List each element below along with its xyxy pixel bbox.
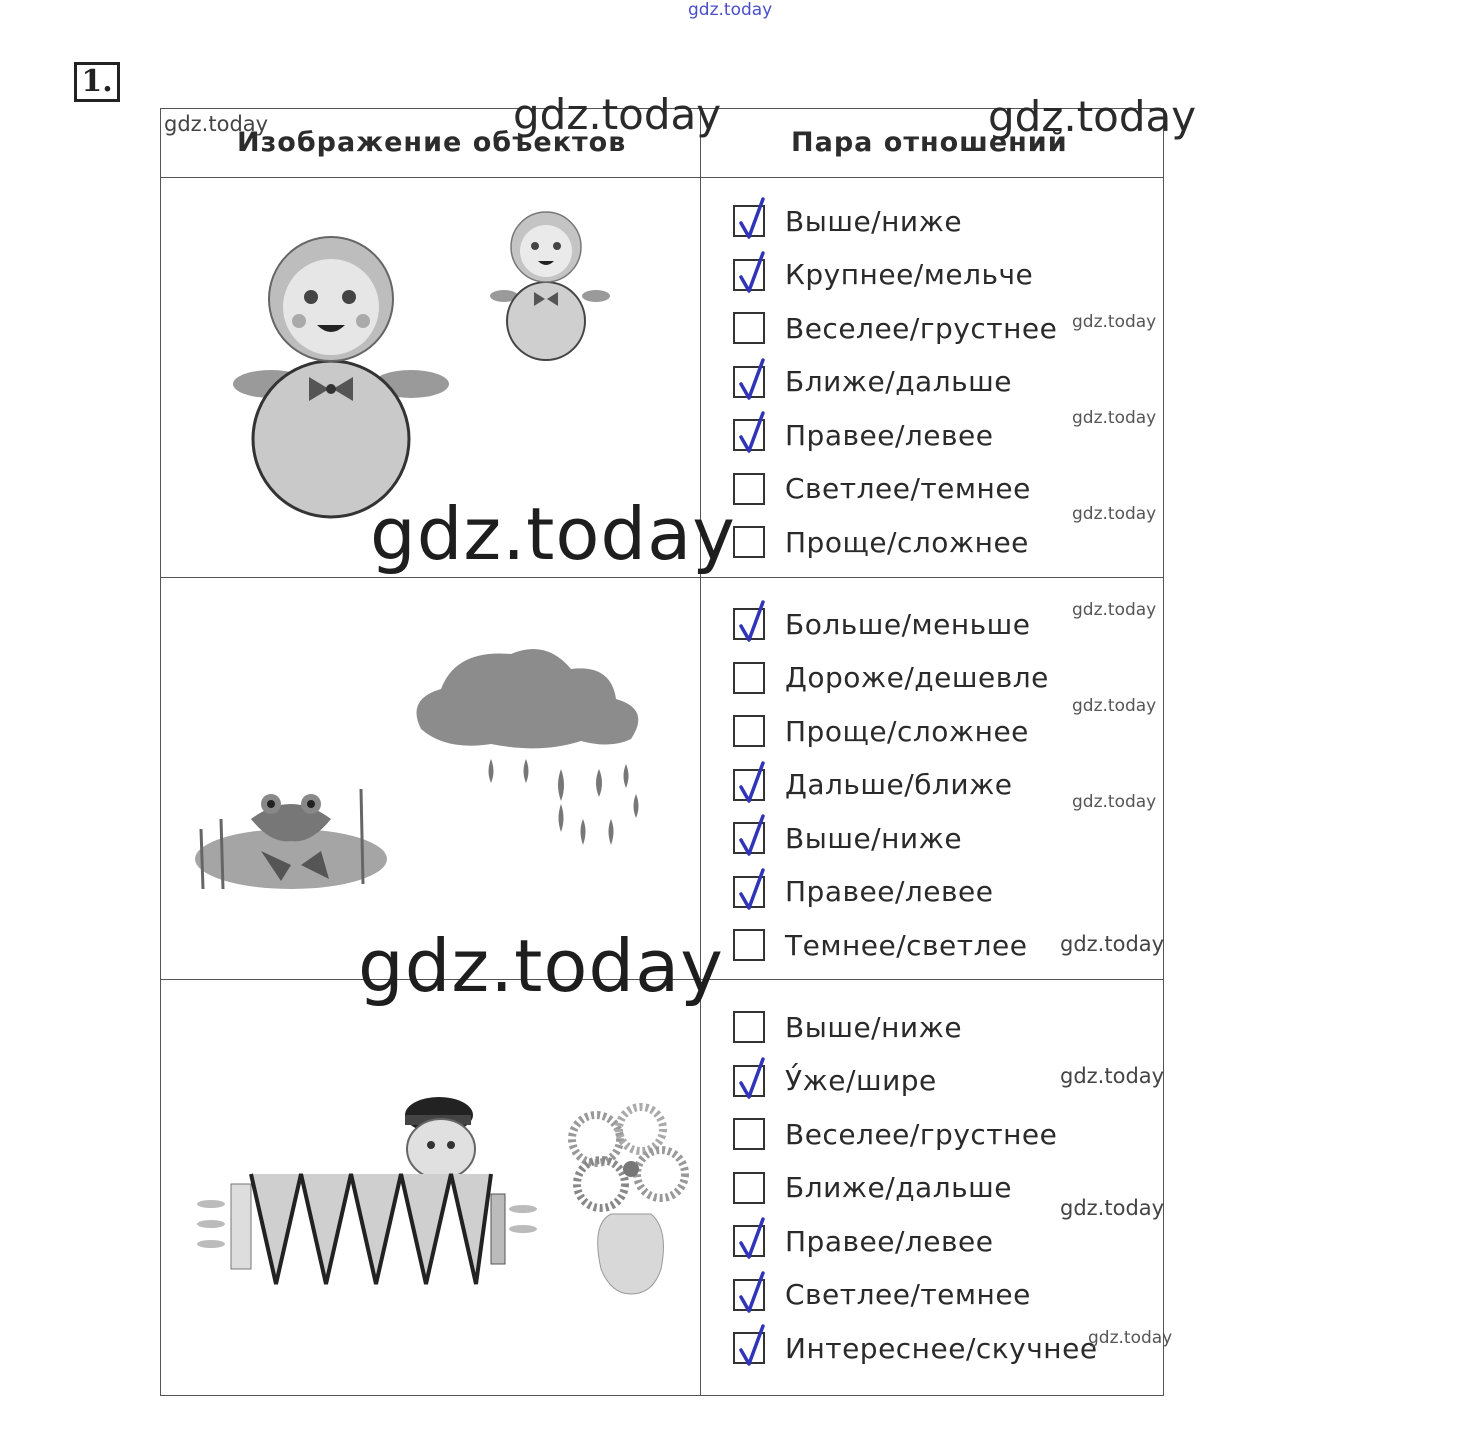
row-divider	[161, 577, 1163, 578]
relation-item[interactable]	[733, 1061, 937, 1101]
relation-item[interactable]	[733, 255, 1033, 295]
relation-label: Проще/сложнее	[785, 714, 1029, 748]
unchecked-checkbox[interactable]	[733, 929, 765, 961]
relation-item[interactable]	[733, 362, 1012, 402]
checked-checkbox[interactable]	[733, 205, 765, 237]
relation-item[interactable]	[733, 308, 1057, 348]
relation-label: Ближе/дальше	[785, 1171, 1012, 1204]
rain-cloud	[417, 649, 639, 845]
relation-item[interactable]	[733, 818, 962, 858]
watermark: gdz.today	[1072, 504, 1157, 524]
relation-item[interactable]	[733, 765, 1013, 805]
checked-checkbox[interactable]	[733, 1279, 765, 1311]
relation-label: Выше/ниже	[785, 1010, 963, 1044]
relation-label: Дороже/дешевле	[785, 661, 1049, 694]
accordion-player	[197, 1097, 537, 1284]
relation-label: Правее/левее	[785, 418, 994, 452]
relation-item[interactable]	[733, 1168, 1012, 1208]
task-number: 1.	[74, 62, 120, 102]
accordion-and-vase-picture	[191, 1079, 691, 1379]
relation-item[interactable]	[733, 1007, 962, 1047]
check-mark-icon	[733, 866, 773, 914]
small-roly-poly	[490, 212, 610, 360]
flower-vase	[572, 1107, 685, 1294]
watermark: gdz.today	[1072, 408, 1157, 428]
relation-label: Крупнее/мельче	[785, 258, 1034, 291]
check-mark-icon	[733, 195, 773, 243]
watermark: gdz.today	[1072, 696, 1157, 716]
unchecked-checkbox[interactable]	[733, 312, 765, 344]
watermark: gdz.today	[1060, 1196, 1165, 1220]
checked-checkbox[interactable]	[733, 259, 765, 291]
check-mark-icon	[733, 1055, 773, 1103]
relation-item[interactable]	[733, 415, 993, 455]
unchecked-checkbox[interactable]	[733, 1011, 765, 1043]
site-watermark: gdz.today	[688, 0, 773, 20]
relation-label: Дальше/ближе	[785, 768, 1013, 801]
relation-label: Интереснее/скучнее	[785, 1331, 1098, 1365]
relation-label: Больше/меньше	[785, 607, 1031, 641]
relation-label: Правее/левее	[785, 1224, 994, 1258]
relation-item[interactable]	[733, 1221, 993, 1261]
checked-checkbox[interactable]	[733, 769, 765, 801]
relations-table	[160, 108, 1164, 1396]
frog-on-lily-pad	[195, 789, 387, 889]
watermark: gdz.today	[1072, 600, 1157, 620]
watermark: gdz.today	[164, 112, 269, 136]
unchecked-checkbox[interactable]	[733, 1172, 765, 1204]
watermark: gdz.today	[358, 924, 724, 1008]
header-relations: Пара отношений	[791, 127, 1068, 158]
relation-label: Темнее/светлее	[785, 928, 1028, 962]
big-roly-poly	[233, 237, 449, 517]
checked-checkbox[interactable]	[733, 366, 765, 398]
relation-label: Светлее/темнее	[785, 472, 1031, 505]
check-mark-icon	[733, 1215, 773, 1263]
check-mark-icon	[733, 598, 773, 646]
check-mark-icon	[733, 812, 773, 860]
relation-label: Правее/левее	[785, 875, 994, 908]
relation-label: Светлее/темнее	[785, 1278, 1031, 1311]
unchecked-checkbox[interactable]	[733, 473, 765, 505]
relation-label: Веселее/грустнее	[785, 1117, 1058, 1151]
relation-item[interactable]	[733, 872, 993, 912]
watermark: gdz.today	[988, 92, 1197, 141]
checked-checkbox[interactable]	[733, 608, 765, 640]
relation-item[interactable]	[733, 711, 1029, 751]
unchecked-checkbox[interactable]	[733, 662, 765, 694]
checked-checkbox[interactable]	[733, 876, 765, 908]
checked-checkbox[interactable]	[733, 419, 765, 451]
header-objects: Изображение объектов	[237, 127, 627, 158]
relation-label: Проще/сложнее	[785, 525, 1029, 559]
checked-checkbox[interactable]	[733, 822, 765, 854]
watermark: gdz.today	[1088, 1328, 1173, 1348]
column-divider	[700, 109, 701, 1395]
check-mark-icon	[733, 1322, 773, 1370]
check-mark-icon	[733, 759, 773, 807]
checked-checkbox[interactable]	[733, 1225, 765, 1257]
roly-poly-toys-picture	[221, 199, 621, 529]
checked-checkbox[interactable]	[733, 1332, 765, 1364]
relation-label: Веселее/грустнее	[785, 311, 1058, 345]
relation-label: Выше/ниже	[785, 204, 963, 238]
watermark: gdz.today	[1072, 792, 1157, 812]
relation-label: Ближе/дальше	[785, 365, 1012, 398]
watermark: gdz.today	[1060, 1064, 1165, 1088]
checked-checkbox[interactable]	[733, 1065, 765, 1097]
relation-item[interactable]	[733, 469, 1031, 509]
watermark: gdz.today	[370, 492, 736, 576]
relation-item[interactable]	[733, 1114, 1057, 1154]
relation-label: Выше/ниже	[785, 821, 963, 855]
relation-item[interactable]	[733, 201, 962, 241]
watermark: gdz.today	[513, 90, 722, 139]
frog-and-cloud-picture	[191, 629, 671, 919]
relation-item[interactable]	[733, 1275, 1031, 1315]
relation-item[interactable]	[733, 1328, 1098, 1368]
check-mark-icon	[733, 409, 773, 457]
check-mark-icon	[733, 1269, 773, 1317]
watermark: gdz.today	[1060, 932, 1165, 956]
unchecked-checkbox[interactable]	[733, 526, 765, 558]
watermark: gdz.today	[1072, 312, 1157, 332]
relation-item[interactable]	[733, 925, 1027, 965]
unchecked-checkbox[interactable]	[733, 1118, 765, 1150]
relation-item[interactable]	[733, 658, 1049, 698]
header-divider	[161, 177, 1163, 178]
relation-label: У́же/шире	[785, 1064, 937, 1097]
relation-item[interactable]	[733, 522, 1029, 562]
unchecked-checkbox[interactable]	[733, 715, 765, 747]
relation-item[interactable]	[733, 604, 1031, 644]
check-mark-icon	[733, 249, 773, 297]
check-mark-icon	[733, 356, 773, 404]
